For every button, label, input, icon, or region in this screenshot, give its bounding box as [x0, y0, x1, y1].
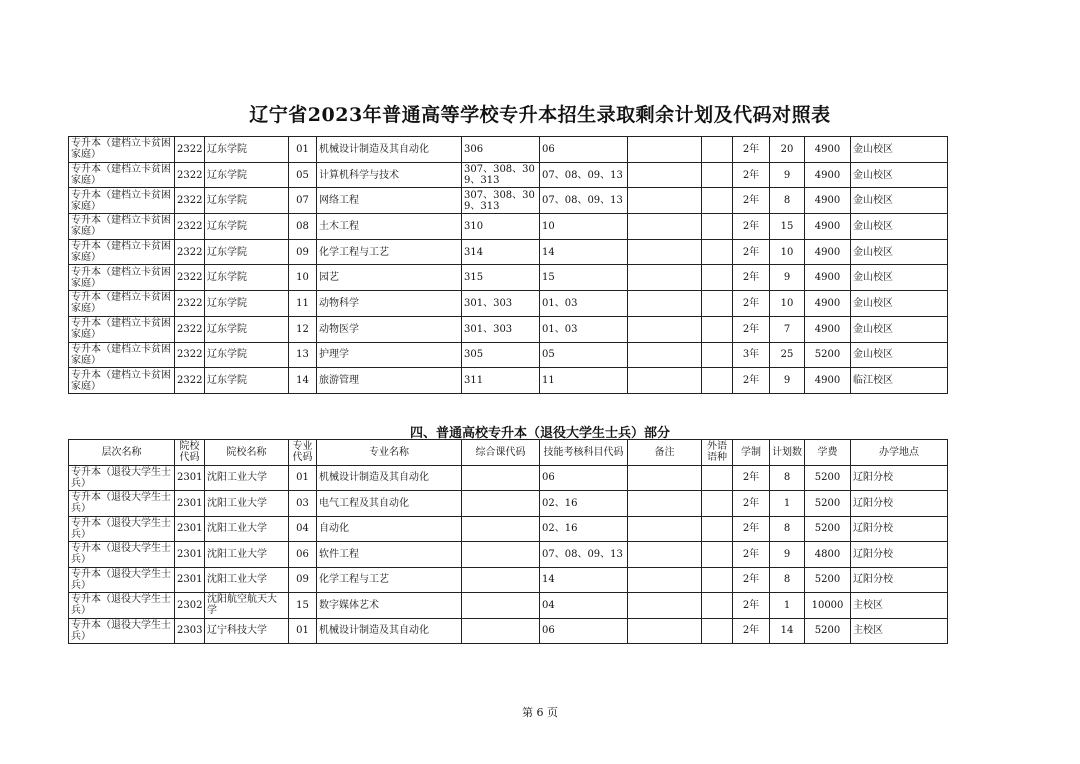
cell-school-name: 沈阳工业大学	[205, 491, 289, 517]
cell-level: 专升本（建档立卡贫困家庭）	[69, 162, 175, 188]
cell-location: 金山校区	[851, 239, 948, 265]
cell-skill-code: 11	[540, 368, 628, 394]
cell-major-code: 06	[289, 542, 317, 568]
cell-comprehensive-code: 301、303	[462, 316, 540, 342]
cell-remarks	[628, 542, 702, 568]
cell-level: 专升本（退役大学生士兵）	[69, 516, 175, 542]
cell-skill-code: 02、16	[540, 516, 628, 542]
cell-remarks	[628, 162, 702, 188]
cell-major-name: 园艺	[317, 265, 462, 291]
cell-plan-count: 1	[770, 593, 805, 619]
table-row	[69, 342, 948, 368]
cell-tuition: 4900	[805, 368, 851, 394]
cell-major-name: 数字媒体艺术	[317, 593, 462, 619]
cell-major-code: 05	[289, 162, 317, 188]
cell-location: 金山校区	[851, 265, 948, 291]
header-major-code: 专业代码	[289, 440, 317, 466]
cell-tuition: 4800	[805, 542, 851, 568]
cell-level: 专升本（退役大学生士兵）	[69, 491, 175, 517]
cell-duration: 2年	[733, 465, 770, 491]
cell-level: 专升本（退役大学生士兵）	[69, 593, 175, 619]
cell-school-name: 辽东学院	[205, 368, 289, 394]
cell-duration: 2年	[733, 162, 770, 188]
cell-language	[702, 291, 733, 317]
cell-language	[702, 368, 733, 394]
table-row	[69, 465, 948, 491]
cell-comprehensive-code	[462, 593, 540, 619]
cell-school-code: 2303	[175, 618, 205, 644]
cell-school-name: 辽东学院	[205, 214, 289, 240]
cell-major-code: 01	[289, 618, 317, 644]
cell-duration: 2年	[733, 188, 770, 214]
cell-plan-count: 9	[770, 265, 805, 291]
cell-duration: 2年	[733, 368, 770, 394]
cell-duration: 2年	[733, 491, 770, 517]
cell-major-name: 网络工程	[317, 188, 462, 214]
cell-school-name: 沈阳航空航天大学	[205, 593, 289, 619]
cell-location: 金山校区	[851, 291, 948, 317]
cell-remarks	[628, 137, 702, 163]
table-row	[69, 491, 948, 517]
cell-major-code: 09	[289, 239, 317, 265]
cell-plan-count: 8	[770, 567, 805, 593]
table-row	[69, 162, 948, 188]
cell-skill-code: 10	[540, 214, 628, 240]
cell-skill-code: 05	[540, 342, 628, 368]
cell-skill-code: 06	[540, 137, 628, 163]
cell-plan-count: 15	[770, 214, 805, 240]
cell-major-code: 03	[289, 491, 317, 517]
cell-tuition: 4900	[805, 137, 851, 163]
cell-language	[702, 593, 733, 619]
cell-major-name: 机械设计制造及其自动化	[317, 465, 462, 491]
cell-major-name: 机械设计制造及其自动化	[317, 137, 462, 163]
cell-comprehensive-code	[462, 618, 540, 644]
cell-comprehensive-code: 311	[462, 368, 540, 394]
cell-skill-code: 06	[540, 618, 628, 644]
header-location: 办学地点	[851, 440, 948, 466]
cell-level: 专升本（建档立卡贫困家庭）	[69, 316, 175, 342]
table-row	[69, 567, 948, 593]
cell-level: 专升本（建档立卡贫困家庭）	[69, 137, 175, 163]
cell-comprehensive-code: 306	[462, 137, 540, 163]
cell-tuition: 4900	[805, 239, 851, 265]
cell-plan-count: 14	[770, 618, 805, 644]
cell-skill-code: 14	[540, 567, 628, 593]
cell-plan-count: 10	[770, 291, 805, 317]
cell-duration: 2年	[733, 137, 770, 163]
cell-school-code: 2322	[175, 188, 205, 214]
cell-plan-count: 9	[770, 368, 805, 394]
cell-level: 专升本（建档立卡贫困家庭）	[69, 368, 175, 394]
cell-duration: 2年	[733, 291, 770, 317]
cell-tuition: 5200	[805, 567, 851, 593]
cell-duration: 2年	[733, 316, 770, 342]
table-row	[69, 214, 948, 240]
cell-major-name: 护理学	[317, 342, 462, 368]
table-row	[69, 542, 948, 568]
header-tuition: 学费	[805, 440, 851, 466]
cell-school-code: 2301	[175, 491, 205, 517]
cell-language	[702, 516, 733, 542]
cell-school-name: 辽东学院	[205, 239, 289, 265]
cell-comprehensive-code	[462, 542, 540, 568]
cell-remarks	[628, 265, 702, 291]
cell-remarks	[628, 491, 702, 517]
cell-level: 专升本（建档立卡贫困家庭）	[69, 239, 175, 265]
cell-location: 金山校区	[851, 316, 948, 342]
table-row	[69, 618, 948, 644]
cell-school-name: 沈阳工业大学	[205, 465, 289, 491]
cell-language	[702, 188, 733, 214]
cell-location: 辽阳分校	[851, 491, 948, 517]
cell-location: 主校区	[851, 593, 948, 619]
cell-comprehensive-code: 315	[462, 265, 540, 291]
header-duration: 学制	[733, 440, 770, 466]
cell-level: 专升本（建档立卡贫困家庭）	[69, 265, 175, 291]
cell-plan-count: 20	[770, 137, 805, 163]
cell-school-code: 2301	[175, 567, 205, 593]
cell-school-name: 辽东学院	[205, 316, 289, 342]
cell-major-name: 化学工程与工艺	[317, 567, 462, 593]
cell-school-name: 辽东学院	[205, 342, 289, 368]
cell-major-name: 动物医学	[317, 316, 462, 342]
table-row	[69, 188, 948, 214]
cell-tuition: 4900	[805, 162, 851, 188]
cell-duration: 2年	[733, 593, 770, 619]
cell-remarks	[628, 188, 702, 214]
header-language: 外语语种	[702, 440, 733, 466]
cell-major-name: 旅游管理	[317, 368, 462, 394]
table-row	[69, 316, 948, 342]
cell-school-code: 2322	[175, 368, 205, 394]
cell-comprehensive-code	[462, 567, 540, 593]
cell-plan-count: 8	[770, 188, 805, 214]
cell-language	[702, 618, 733, 644]
cell-remarks	[628, 368, 702, 394]
cell-school-name: 沈阳工业大学	[205, 542, 289, 568]
cell-duration: 2年	[733, 618, 770, 644]
cell-location: 金山校区	[851, 162, 948, 188]
cell-location: 辽阳分校	[851, 542, 948, 568]
cell-duration: 2年	[733, 567, 770, 593]
cell-skill-code: 07、08、09、13	[540, 188, 628, 214]
cell-tuition: 4900	[805, 265, 851, 291]
cell-school-name: 辽东学院	[205, 265, 289, 291]
cell-skill-code: 15	[540, 265, 628, 291]
cell-major-name: 电气工程及其自动化	[317, 491, 462, 517]
cell-major-name: 自动化	[317, 516, 462, 542]
cell-location: 金山校区	[851, 342, 948, 368]
cell-comprehensive-code	[462, 465, 540, 491]
cell-location: 金山校区	[851, 188, 948, 214]
cell-duration: 3年	[733, 342, 770, 368]
cell-skill-code: 07、08、09、13	[540, 542, 628, 568]
cell-remarks	[628, 618, 702, 644]
table-row	[69, 368, 948, 394]
cell-skill-code: 02、16	[540, 491, 628, 517]
cell-tuition: 5200	[805, 342, 851, 368]
cell-location: 辽阳分校	[851, 567, 948, 593]
cell-language	[702, 491, 733, 517]
cell-plan-count: 8	[770, 516, 805, 542]
cell-comprehensive-code: 307、308、309、313	[462, 162, 540, 188]
cell-duration: 2年	[733, 265, 770, 291]
cell-major-code: 14	[289, 368, 317, 394]
cell-remarks	[628, 239, 702, 265]
cell-school-code: 2322	[175, 162, 205, 188]
cell-school-code: 2302	[175, 593, 205, 619]
cell-remarks	[628, 214, 702, 240]
cell-tuition: 4900	[805, 316, 851, 342]
cell-location: 主校区	[851, 618, 948, 644]
cell-location: 辽阳分校	[851, 516, 948, 542]
cell-plan-count: 9	[770, 542, 805, 568]
cell-school-name: 辽东学院	[205, 137, 289, 163]
cell-plan-count: 9	[770, 162, 805, 188]
cell-school-code: 2322	[175, 137, 205, 163]
cell-school-code: 2301	[175, 542, 205, 568]
header-remarks: 备注	[628, 440, 702, 466]
cell-major-code: 01	[289, 137, 317, 163]
cell-major-name: 计算机科学与技术	[317, 162, 462, 188]
cell-tuition: 5200	[805, 465, 851, 491]
cell-major-code: 11	[289, 291, 317, 317]
cell-language	[702, 465, 733, 491]
cell-duration: 2年	[733, 214, 770, 240]
cell-major-code: 13	[289, 342, 317, 368]
cell-tuition: 5200	[805, 516, 851, 542]
cell-plan-count: 25	[770, 342, 805, 368]
cell-duration: 2年	[733, 239, 770, 265]
cell-skill-code: 01、03	[540, 316, 628, 342]
cell-tuition: 5200	[805, 618, 851, 644]
cell-school-code: 2301	[175, 516, 205, 542]
cell-language	[702, 265, 733, 291]
cell-language	[702, 239, 733, 265]
cell-comprehensive-code: 314	[462, 239, 540, 265]
header-school-code: 院校代码	[175, 440, 205, 466]
cell-school-name: 辽宁科技大学	[205, 618, 289, 644]
cell-tuition: 10000	[805, 593, 851, 619]
cell-major-code: 10	[289, 265, 317, 291]
cell-comprehensive-code	[462, 516, 540, 542]
cell-skill-code: 04	[540, 593, 628, 619]
cell-remarks	[628, 593, 702, 619]
header-skill-code: 技能考核科目代码	[540, 440, 628, 466]
cell-major-name: 软件工程	[317, 542, 462, 568]
cell-major-code: 08	[289, 214, 317, 240]
cell-comprehensive-code: 310	[462, 214, 540, 240]
cell-school-code: 2322	[175, 265, 205, 291]
cell-location: 金山校区	[851, 137, 948, 163]
cell-school-code: 2322	[175, 214, 205, 240]
cell-remarks	[628, 516, 702, 542]
cell-remarks	[628, 291, 702, 317]
table-row	[69, 137, 948, 163]
cell-language	[702, 162, 733, 188]
cell-major-code: 04	[289, 516, 317, 542]
cell-comprehensive-code: 301、303	[462, 291, 540, 317]
cell-language	[702, 137, 733, 163]
cell-duration: 2年	[733, 516, 770, 542]
cell-plan-count: 10	[770, 239, 805, 265]
cell-comprehensive-code: 305	[462, 342, 540, 368]
cell-school-code: 2301	[175, 465, 205, 491]
header-plan-count: 计划数	[770, 440, 805, 466]
cell-tuition: 4900	[805, 188, 851, 214]
table-header-row	[69, 440, 948, 466]
cell-language	[702, 214, 733, 240]
remaining-plan-table-veterans	[68, 439, 948, 644]
cell-language	[702, 567, 733, 593]
cell-major-code: 01	[289, 465, 317, 491]
cell-school-name: 沈阳工业大学	[205, 516, 289, 542]
cell-tuition: 5200	[805, 491, 851, 517]
table-row	[69, 239, 948, 265]
cell-plan-count: 8	[770, 465, 805, 491]
cell-level: 专升本（退役大学生士兵）	[69, 618, 175, 644]
cell-remarks	[628, 567, 702, 593]
table-row	[69, 516, 948, 542]
cell-tuition: 4900	[805, 291, 851, 317]
cell-school-code: 2322	[175, 316, 205, 342]
cell-major-name: 机械设计制造及其自动化	[317, 618, 462, 644]
cell-level: 专升本（退役大学生士兵）	[69, 465, 175, 491]
table-row	[69, 291, 948, 317]
page-title: 辽宁省2023年普通高等学校专升本招生录取剩余计划及代码对照表	[249, 104, 831, 126]
cell-plan-count: 1	[770, 491, 805, 517]
cell-school-name: 沈阳工业大学	[205, 567, 289, 593]
cell-skill-code: 14	[540, 239, 628, 265]
header-comprehensive-code: 综合课代码	[462, 440, 540, 466]
table-row	[69, 265, 948, 291]
cell-remarks	[628, 316, 702, 342]
cell-major-code: 12	[289, 316, 317, 342]
cell-location: 辽阳分校	[851, 465, 948, 491]
cell-school-code: 2322	[175, 239, 205, 265]
cell-comprehensive-code: 307、308、309、313	[462, 188, 540, 214]
cell-school-name: 辽东学院	[205, 291, 289, 317]
cell-language	[702, 316, 733, 342]
section-title: 四、普通高校专升本（退役大学生士兵）部分	[409, 426, 670, 441]
cell-skill-code: 07、08、09、13	[540, 162, 628, 188]
cell-location: 临江校区	[851, 368, 948, 394]
cell-level: 专升本（退役大学生士兵）	[69, 542, 175, 568]
cell-school-name: 辽东学院	[205, 188, 289, 214]
header-school-name: 院校名称	[205, 440, 289, 466]
cell-skill-code: 01、03	[540, 291, 628, 317]
cell-major-code: 09	[289, 567, 317, 593]
remaining-plan-table-poverty	[68, 136, 948, 394]
cell-school-name: 辽东学院	[205, 162, 289, 188]
cell-major-code: 15	[289, 593, 317, 619]
cell-comprehensive-code	[462, 491, 540, 517]
cell-major-name: 动物科学	[317, 291, 462, 317]
table-row	[69, 593, 948, 619]
cell-plan-count: 7	[770, 316, 805, 342]
header-major-name: 专业名称	[317, 440, 462, 466]
cell-location: 金山校区	[851, 214, 948, 240]
page-number: 第 6 页	[522, 706, 558, 719]
cell-language	[702, 342, 733, 368]
cell-school-code: 2322	[175, 291, 205, 317]
cell-language	[702, 542, 733, 568]
cell-school-code: 2322	[175, 342, 205, 368]
cell-remarks	[628, 342, 702, 368]
header-level: 层次名称	[69, 440, 175, 466]
cell-level: 专升本（建档立卡贫困家庭）	[69, 342, 175, 368]
cell-duration: 2年	[733, 542, 770, 568]
cell-level: 专升本（建档立卡贫困家庭）	[69, 291, 175, 317]
cell-skill-code: 06	[540, 465, 628, 491]
cell-major-code: 07	[289, 188, 317, 214]
cell-level: 专升本（建档立卡贫困家庭）	[69, 214, 175, 240]
cell-remarks	[628, 465, 702, 491]
cell-tuition: 4900	[805, 214, 851, 240]
cell-major-name: 化学工程与工艺	[317, 239, 462, 265]
cell-level: 专升本（退役大学生士兵）	[69, 567, 175, 593]
cell-major-name: 土木工程	[317, 214, 462, 240]
cell-level: 专升本（建档立卡贫困家庭）	[69, 188, 175, 214]
